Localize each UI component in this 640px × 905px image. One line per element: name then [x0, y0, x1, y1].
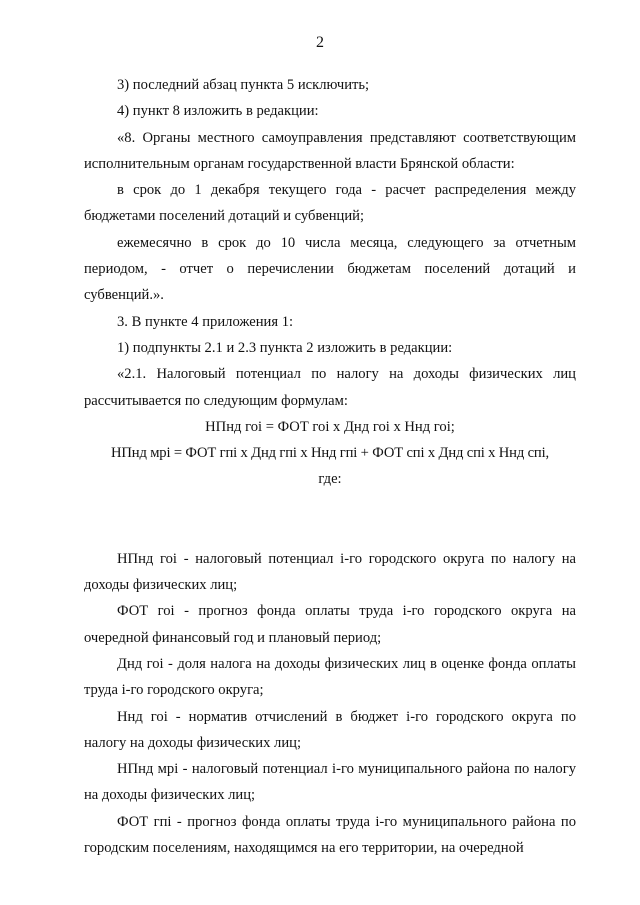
- formula-where-label: где:: [318, 471, 342, 488]
- paragraph-clause-8-intro: «8. Органы местного самоуправления представляют соответствующим исполнительным органам государственной власти Брянской области:: [84, 129, 576, 172]
- definition-item: ФОТ гоi - прогноз фонда оплаты труда i-го городского округа на очередной финансовый год и плановый период;: [84, 603, 576, 646]
- formula-municipal-district: НПнд мрi = ФОТ гпi х Днд гпi х Ннд гпi + ФОТ спi х Днд спi х Ннд спi,: [111, 445, 549, 462]
- definition-item: Ннд гоi - норматив отчислений в бюджет i-го городского округа по налогу на доходы физических лиц;: [84, 708, 576, 751]
- paragraph-subitems: 1) подпункты 2.1 и 2.3 пункта 2 изложить в редакции:: [117, 339, 453, 356]
- definition-item: НПнд гоi - налоговый потенциал i-го городского округа по налогу на доходы физических лиц;: [84, 550, 576, 594]
- definition-item: Днд гоi - доля налога на доходы физических лиц в оценке фонда оплаты труда i-го городского округа;: [84, 655, 576, 699]
- paragraph-item-3: 3) последний абзац пункта 5 исключить;: [117, 77, 370, 93]
- definition-item: ФОТ гпi - прогноз фонда оплаты труда i-го муниципального района по городским поселениям, находящимся на его территории, на очередной: [84, 813, 576, 857]
- paragraph-monthly-report: ежемесячно в срок до 10 числа месяца, следующего за отчетным периодом, - отчет о перечислении бюджетам поселений дотаций и субвенций.».: [84, 234, 576, 304]
- blank-space: [84, 493, 576, 546]
- definition-item: НПнд мрi - налоговый потенциал i-го муниципального района по налогу на доходы физических лиц;: [84, 761, 576, 804]
- page-number: 2: [316, 34, 324, 51]
- paragraph-item-4: 4) пункт 8 изложить в редакции:: [117, 103, 319, 120]
- document-body: [84, 72, 576, 861]
- paragraph-deadline-december: в срок до 1 декабря текущего года - расчет распределения между бюджетами поселений дотаций и субвенций;: [84, 182, 576, 225]
- paragraph-tax-potential-intro: «2.1. Налоговый потенциал по налогу на доходы физических лиц рассчитывается по следующим формулам:: [84, 366, 576, 409]
- paragraph-appendix-1: 3. В пункте 4 приложения 1:: [117, 313, 294, 330]
- formula-city-district: НПнд гоi = ФОТ гоi х Днд гоi х Ннд гоi;: [205, 418, 455, 435]
